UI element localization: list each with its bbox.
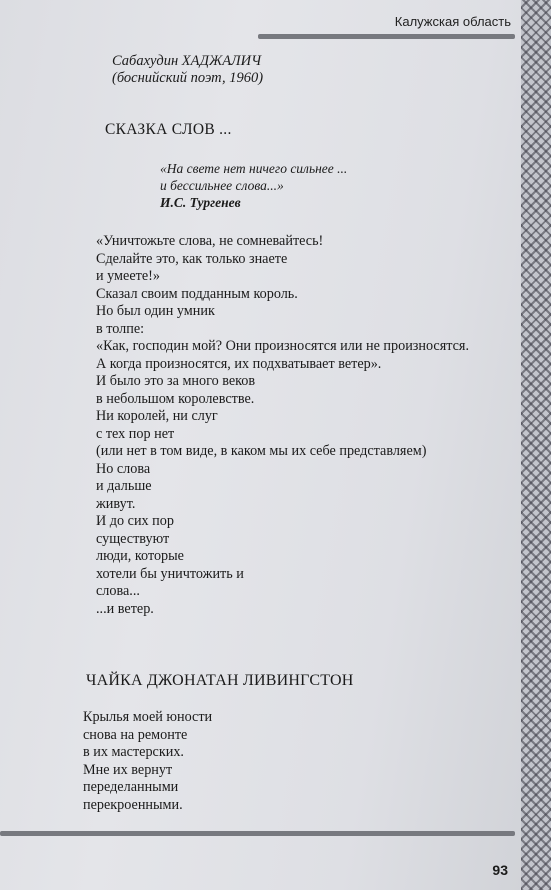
poem-line: Крылья моей юности xyxy=(83,709,213,725)
poem-line: и умеете!» xyxy=(96,268,160,284)
poem-body xyxy=(83,709,212,814)
poem-line: живут. xyxy=(96,495,136,512)
epigraph xyxy=(160,160,347,211)
poem-line: «Уничтожьте слова, не сомневайтесь! xyxy=(96,233,324,249)
poem-line: в небольшом королевстве. xyxy=(96,390,255,407)
poem-line: Но слова xyxy=(96,460,151,477)
poem-line: в толпе: xyxy=(96,320,145,337)
poem-line: существуют xyxy=(96,530,170,547)
author-name: Сабахудин ХАДЖАЛИЧ xyxy=(112,53,262,69)
poem-line: Но был один умник xyxy=(96,303,215,319)
poem-line: слова... xyxy=(96,583,140,599)
poem-body xyxy=(96,233,469,618)
poem-line: перекроенными. xyxy=(83,796,183,813)
poem-line: переделанными xyxy=(83,779,179,795)
poem-line: снова на ремонте xyxy=(83,726,188,743)
poem-line: с тех пор нет xyxy=(96,425,175,442)
poem-line: люди, которые xyxy=(96,548,184,564)
poem-title: СКАЗКА СЛОВ ... xyxy=(105,121,232,138)
poem-line: Сделайте это, как только знаете xyxy=(96,250,288,267)
poem-line: И до сих пор xyxy=(96,513,174,529)
footer-rule xyxy=(0,831,515,836)
poem-line: «Как, господин мой? Они произносятся или не произносятся. xyxy=(96,338,469,354)
running-header: Калужская область xyxy=(394,14,511,29)
epigraph-source: И.С. Тургенев xyxy=(160,195,241,210)
poem-line: А когда произносятся, их подхватывает ветер». xyxy=(96,355,382,372)
poem-line: ...и ветер. xyxy=(96,600,154,617)
poem-line: и дальше xyxy=(96,478,152,494)
poem-line: хотели бы уничтожить и xyxy=(96,565,244,582)
poem-line: (или нет в том виде, в каком мы их себе представляем) xyxy=(96,443,427,459)
poem-line: И было это за много веков xyxy=(96,373,256,389)
epigraph-line: «На свете нет ничего сильнее ... xyxy=(160,161,348,176)
header-rule xyxy=(258,34,515,39)
author-block xyxy=(112,53,263,87)
poem-line: в их мастерских. xyxy=(83,744,184,760)
poem-line: Сказал своим подданным король. xyxy=(96,285,298,302)
page-number: 93 xyxy=(492,862,508,878)
author-note: (боснийский поэт, 1960) xyxy=(112,70,264,86)
poem-line: Мне их вернут xyxy=(83,761,173,778)
ornament-border xyxy=(521,0,551,890)
poem-title: ЧАЙКА ДЖОНАТАН ЛИВИНГСТОН xyxy=(86,672,354,689)
epigraph-line: и бессильнее слова...» xyxy=(160,178,284,193)
poem-line: Ни королей, ни слуг xyxy=(96,408,218,424)
